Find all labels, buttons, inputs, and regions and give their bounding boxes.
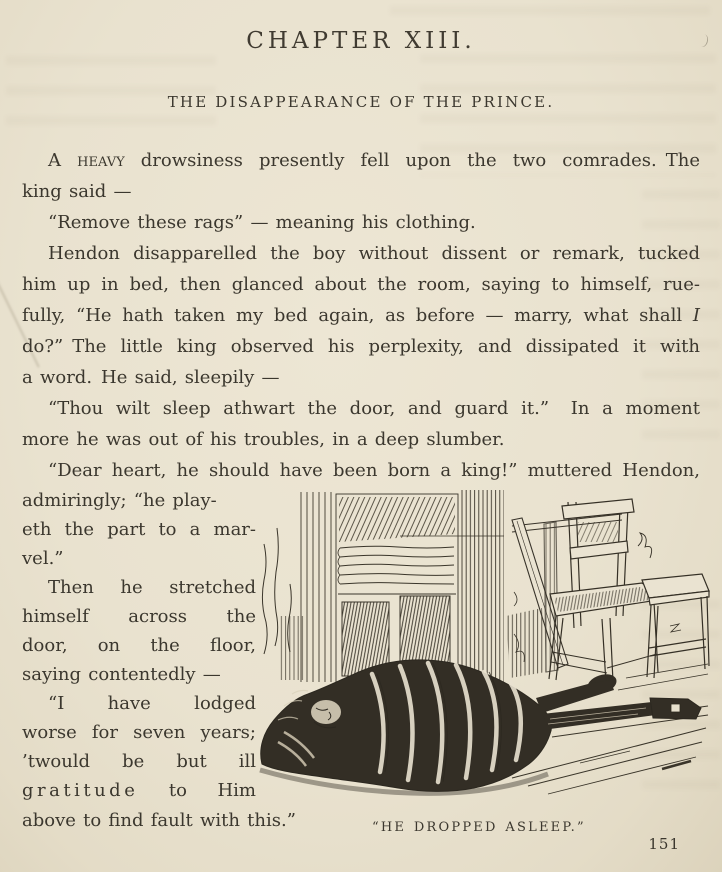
text-line: Then he stretched [48, 577, 256, 598]
page-number: 151 [648, 835, 680, 853]
text-line: a word. He said, sleepily — [22, 367, 280, 388]
text-wrap-region [22, 486, 700, 805]
text-line: “I have lodged [48, 693, 256, 714]
text-line: “Thou wilt sleep athwart the door, and guard it.” In a moment [48, 398, 700, 419]
chapter-subtitle: THE DISAPPEARANCE OF THE PRINCE. [167, 93, 555, 111]
text-line: admiringly; “he play- [22, 490, 217, 511]
left-text-column [22, 486, 256, 805]
text-line: him up in bed, then glanced about the room, saying to himself, rue- [22, 274, 700, 295]
text-run: to Him [138, 780, 256, 801]
text-line: saying contentedly — [22, 664, 221, 685]
door-wall [262, 490, 504, 686]
text-line: king said — [22, 181, 132, 202]
chair [549, 499, 709, 683]
small-caps-word: heavy [77, 150, 125, 171]
text-line [22, 776, 256, 805]
italic-word: I [692, 305, 700, 326]
text-run: fully, “He hath taken my bed again, as before — marry, what shall [22, 305, 693, 326]
text-line: eth the part to a mar- [22, 519, 256, 540]
illustration-he-dropped-asleep [250, 466, 710, 806]
chapter-title: CHAPTER XIII. [246, 28, 476, 54]
body-text [22, 145, 700, 836]
text-line: “Dear heart, he should have been born a king!” muttered Hendon, [48, 460, 700, 481]
caption-row [22, 805, 700, 836]
illustration-caption: “HE DROPPED ASLEEP.” [372, 820, 586, 835]
text-run: drowsiness presently fell upon the two comrades. The [124, 150, 700, 171]
text-line: vel.” [22, 548, 64, 569]
text-line: do?” The little king observed his perplexity, and dissipated it with [22, 336, 700, 357]
text-run: A [48, 150, 78, 171]
text-line: more he was out of his troubles, in a deep slumber. [22, 429, 505, 450]
text-line: worse for seven years; [22, 722, 256, 743]
text-line: ’twould be but ill [22, 751, 256, 772]
text-line: “Remove these rags” — meaning his clothing. [48, 212, 476, 233]
text-line: door, on the floor, [22, 635, 256, 656]
text-line: Hendon disapparelled the boy without dissent or remark, tucked [48, 243, 700, 264]
letterspaced-word: gratitude [22, 780, 139, 801]
text-line [22, 145, 700, 176]
text-line: above to find fault with this.” [22, 810, 296, 831]
text-line: himself across the [22, 606, 256, 627]
text-line [22, 300, 700, 331]
